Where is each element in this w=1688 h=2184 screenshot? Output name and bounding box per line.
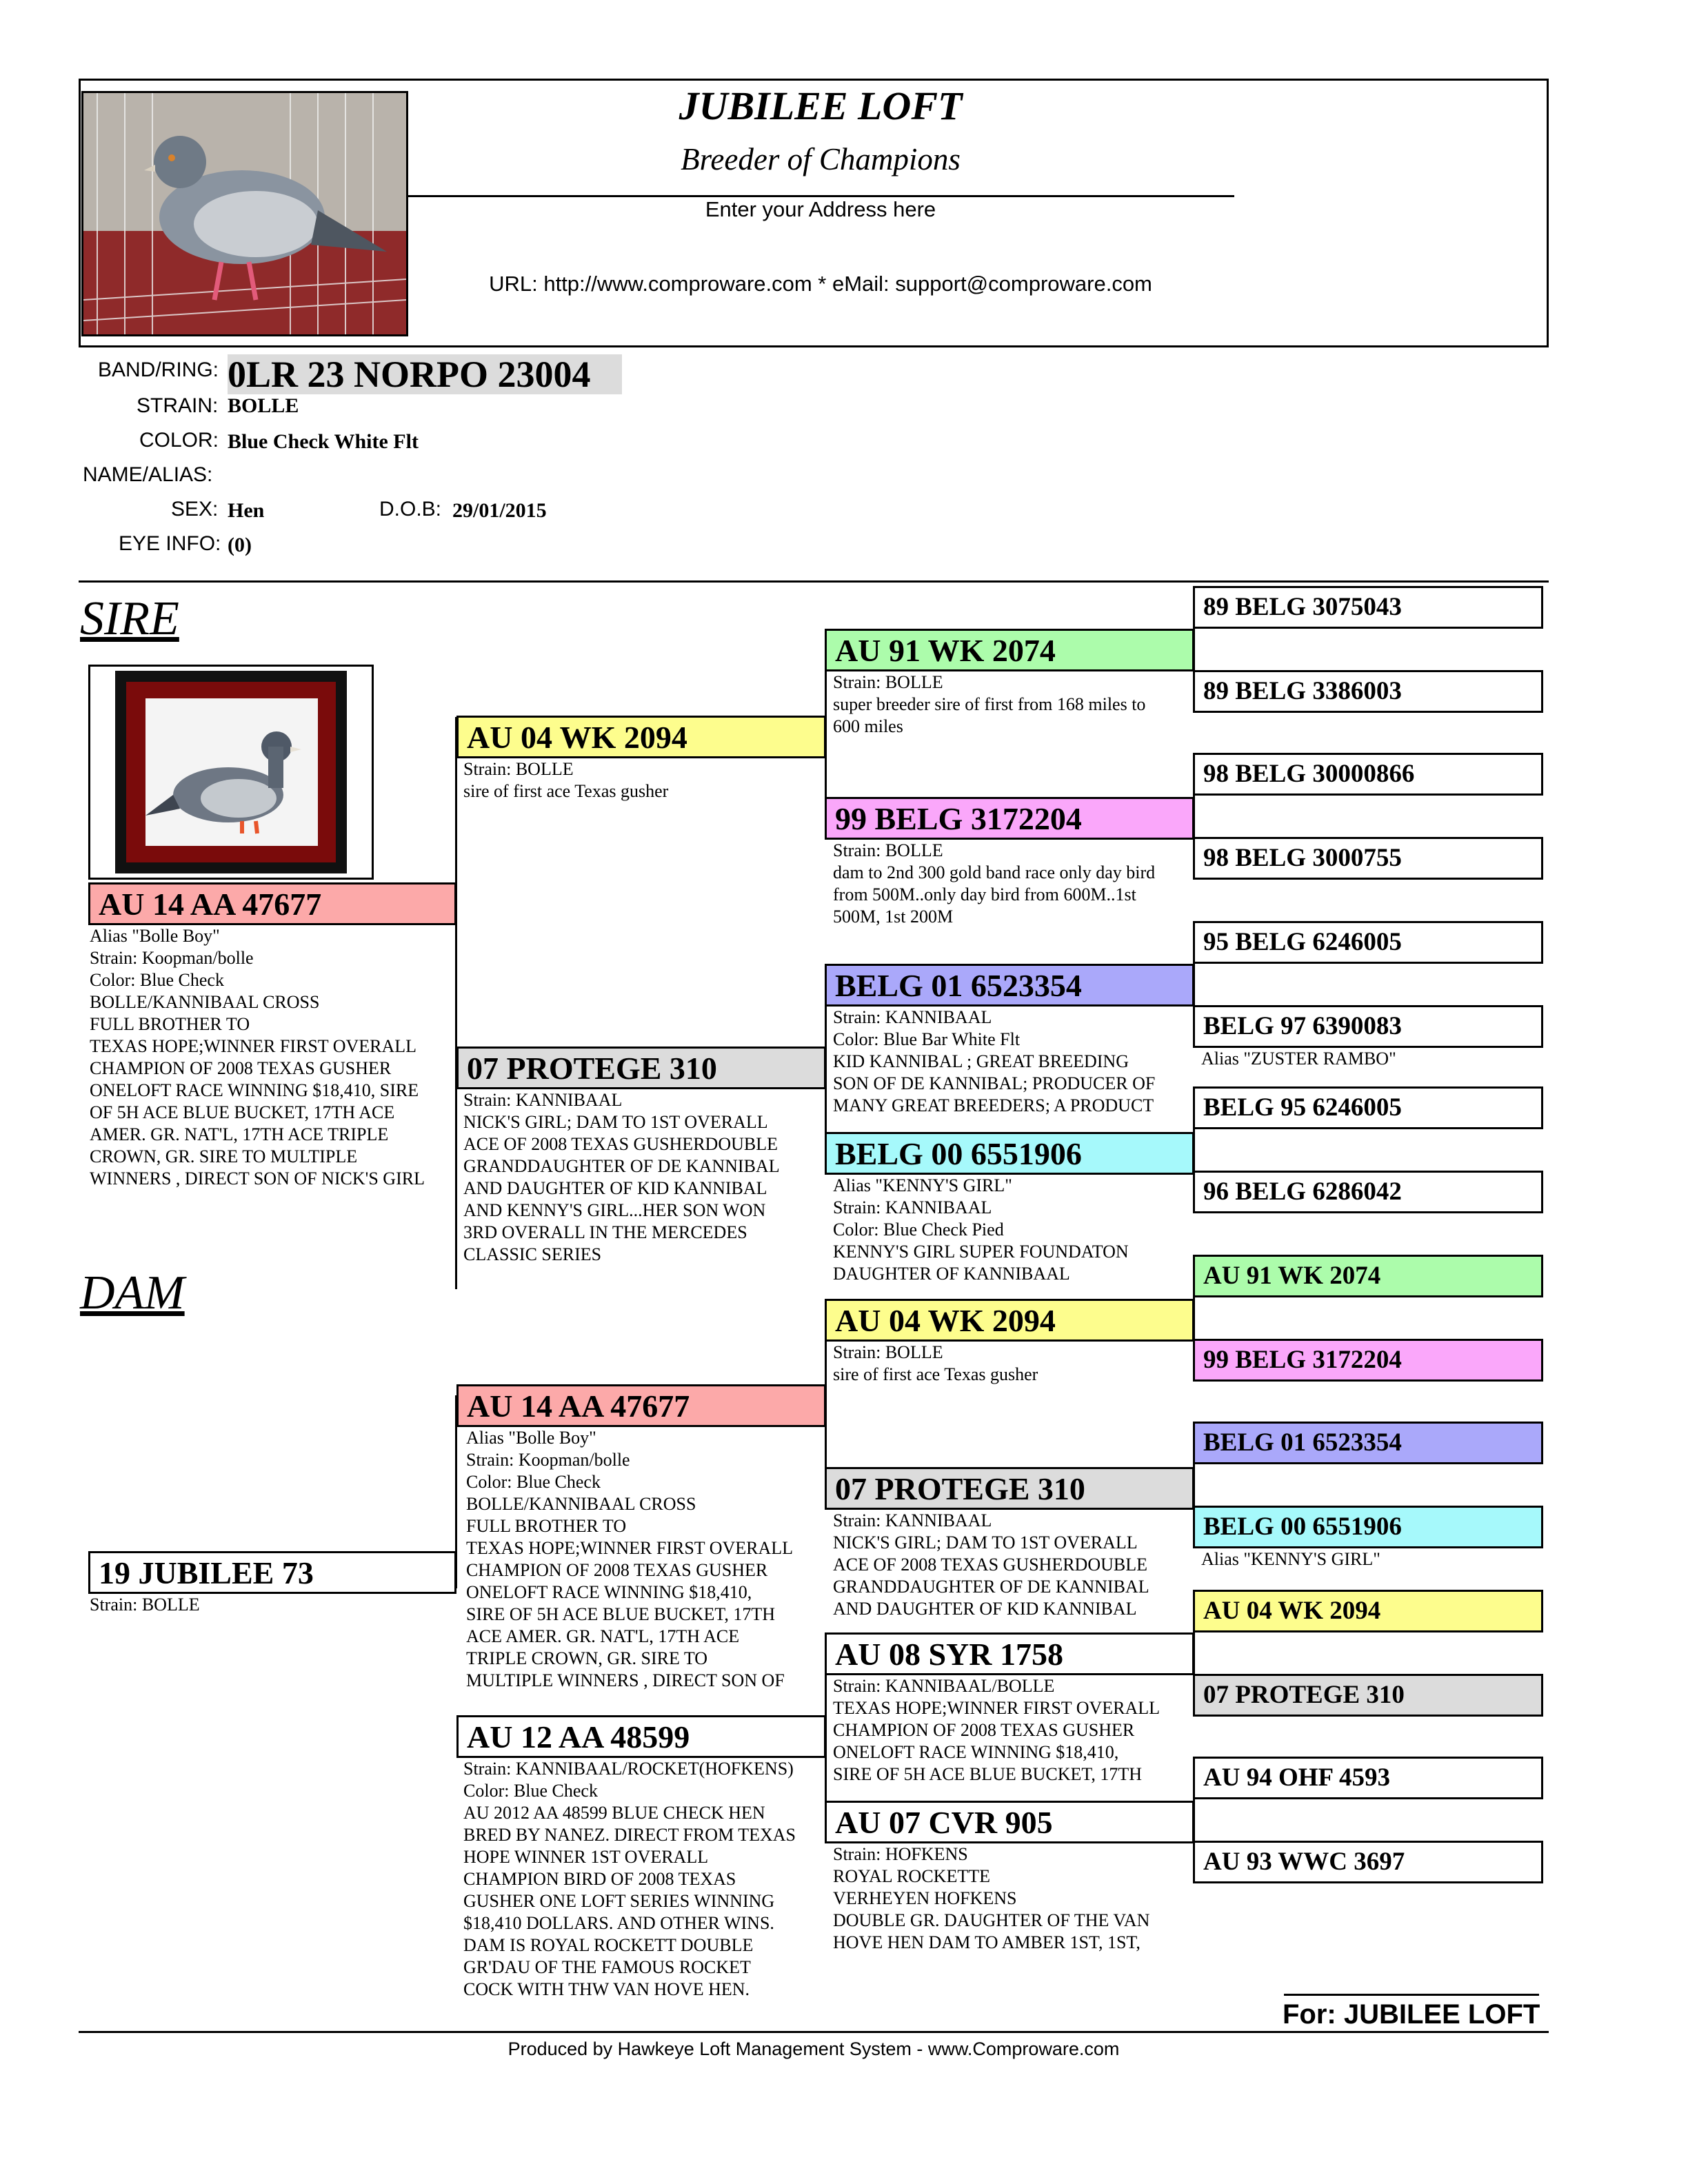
sire-section-title: SIRE xyxy=(80,592,179,645)
pedigree-box-gen4-1[interactable]: 89 BELG 3075043 xyxy=(1193,586,1543,629)
detail-line: COCK WITH THW VAN HOVE HEN. xyxy=(463,1979,750,1999)
detail-line: ROYAL ROCKETTE xyxy=(833,1866,990,1886)
detail-line: Alias "Bolle Boy" xyxy=(466,1428,596,1448)
detail-line: Strain: BOLLE xyxy=(833,672,943,692)
detail-line: KID KANNIBAL ; GREAT BREEDING xyxy=(833,1051,1129,1071)
produced-by: Produced by Hawkeye Loft Management System - www.Comproware.com xyxy=(508,2039,1120,2059)
sire-details xyxy=(90,925,425,1190)
strain-label: STRAIN: xyxy=(137,394,219,417)
detail-line: CROWN, GR. SIRE TO MULTIPLE xyxy=(90,1146,358,1166)
gen3-3-details xyxy=(833,1007,1155,1117)
dam-details xyxy=(90,1594,200,1616)
detail-line: Strain: BOLLE xyxy=(833,1342,943,1362)
sex-label: SEX: xyxy=(171,498,219,520)
detail-line: GRANDDAUGHTER OF DE KANNIBAL xyxy=(833,1577,1149,1597)
pedigree-box-dd[interactable]: AU 12 AA 48599 xyxy=(456,1715,826,1758)
detail-line: DOUBLE GR. DAUGHTER OF THE VAN xyxy=(833,1910,1150,1930)
detail-line: Strain: Koopman/bolle xyxy=(90,948,254,968)
detail-line: Color: Blue Check xyxy=(90,970,224,990)
pedigree-box-gen4-9[interactable]: AU 91 WK 2074 xyxy=(1193,1255,1543,1297)
pedigree-box-ds[interactable]: AU 14 AA 47677 xyxy=(456,1384,826,1427)
detail-line: Strain: KANNIBAAL/ROCKET(HOFKENS) xyxy=(463,1759,794,1779)
detail-line: Strain: KANNIBAAL xyxy=(833,1510,992,1530)
connector-line xyxy=(455,717,457,1289)
detail-line: MULTIPLE WINNERS , DIRECT SON OF xyxy=(466,1670,785,1690)
pedigree-box-gen3-1[interactable]: AU 91 WK 2074 xyxy=(825,629,1194,671)
detail-line: Strain: KANNIBAAL xyxy=(833,1197,992,1217)
detail-line: NICK'S GIRL; DAM TO 1ST OVERALL xyxy=(833,1533,1138,1553)
detail-line: 500M, 1st 200M xyxy=(833,907,954,927)
footer-for-loft: For: JUBILEE LOFT xyxy=(1283,1999,1540,2030)
detail-line: BOLLE/KANNIBAAL CROSS xyxy=(466,1494,696,1514)
eye-info-value: (0) xyxy=(228,534,252,556)
detail-line: SIRE OF 5H ACE BLUE BUCKET, 17TH xyxy=(833,1764,1143,1784)
strain-value: BOLLE xyxy=(228,394,299,417)
info-divider xyxy=(79,580,1549,583)
detail-line: Color: Blue Bar White Flt xyxy=(833,1029,1021,1049)
color-value: Blue Check White Flt xyxy=(228,430,419,453)
detail-line: SIRE OF 5H ACE BLUE BUCKET, 17TH xyxy=(466,1604,776,1624)
detail-line: Color: Blue Check xyxy=(466,1472,601,1492)
detail-line: Color: Blue Check xyxy=(463,1781,598,1801)
detail-line: super breeder sire of first from 168 miles to xyxy=(833,694,1146,714)
detail-line: FULL BROTHER TO xyxy=(90,1014,250,1034)
pedigree-box-gen4-16[interactable]: AU 93 WWC 3697 xyxy=(1193,1841,1543,1883)
pedigree-box-gen3-8[interactable]: AU 07 CVR 905 xyxy=(825,1801,1194,1843)
detail-line: Strain: BOLLE xyxy=(463,759,574,779)
detail-line: AND DAUGHTER OF KID KANNIBAL xyxy=(463,1178,767,1198)
gen4-6-alias: Alias "ZUSTER RAMBO" xyxy=(1201,1049,1396,1069)
loft-tagline: Breeder of Champions xyxy=(681,142,961,176)
detail-line: CHAMPION OF 2008 TEXAS GUSHER xyxy=(833,1720,1135,1740)
detail-line: Strain: BOLLE xyxy=(90,1595,200,1615)
detail-line: ACE OF 2008 TEXAS GUSHERDOUBLE xyxy=(833,1555,1147,1575)
detail-line: HOPE WINNER 1ST OVERALL xyxy=(463,1847,709,1867)
detail-line: FULL BROTHER TO xyxy=(466,1516,627,1536)
detail-line: from 500M..only day bird from 600M..1st xyxy=(833,884,1136,904)
gen3-7-details xyxy=(833,1675,1160,1786)
detail-line: GUSHER ONE LOFT SERIES WINNING xyxy=(463,1891,775,1911)
detail-line: CHAMPION OF 2008 TEXAS GUSHER xyxy=(466,1560,768,1580)
band-number: 0LR 23 NORPO 23004 xyxy=(228,354,622,394)
detail-line: TRIPLE CROWN, GR. SIRE TO xyxy=(466,1648,708,1668)
gen4-12-alias: Alias "KENNY'S GIRL" xyxy=(1201,1549,1380,1569)
gen3-1-details xyxy=(833,671,1145,738)
pedigree-box-sire[interactable]: AU 14 AA 47677 xyxy=(88,882,456,925)
detail-line: 3RD OVERALL IN THE MERCEDES xyxy=(463,1222,747,1242)
detail-line: Strain: Koopman/bolle xyxy=(466,1450,630,1470)
pedigree-box-gen4-2[interactable]: 89 BELG 3386003 xyxy=(1193,670,1543,713)
detail-line: VERHEYEN HOFKENS xyxy=(833,1888,1017,1908)
loft-address: Enter your Address here xyxy=(705,197,936,221)
gen3-8-details xyxy=(833,1843,1149,1954)
detail-line: WINNERS , DIRECT SON OF NICK'S GIRL xyxy=(90,1169,425,1189)
bird-photo xyxy=(81,91,408,336)
pedigree-box-gen4-6[interactable]: BELG 97 6390083 xyxy=(1193,1005,1543,1048)
pigeon-photo-icon xyxy=(145,698,318,846)
dob-label: D.O.B: xyxy=(379,498,442,520)
pedigree-box-gen4-13[interactable]: AU 04 WK 2094 xyxy=(1193,1590,1543,1632)
eye-info-label: EYE INFO: xyxy=(119,532,221,555)
gen3-2-details xyxy=(833,840,1155,928)
color-label: COLOR: xyxy=(139,429,219,452)
pedigree-box-ss[interactable]: AU 04 WK 2094 xyxy=(456,716,826,758)
dd-details xyxy=(463,1758,796,2001)
detail-line: NICK'S GIRL; DAM TO 1ST OVERALL xyxy=(463,1112,768,1132)
footer-rule xyxy=(1284,1994,1539,1996)
detail-line: Strain: HOFKENS xyxy=(833,1844,968,1864)
pedigree-box-gen4-15[interactable]: AU 94 OHF 4593 xyxy=(1193,1757,1543,1799)
detail-line: sire of first ace Texas gusher xyxy=(833,1364,1038,1384)
gen3-5-details xyxy=(833,1342,1038,1386)
gen3-6-details xyxy=(833,1510,1149,1620)
loft-name: JUBILEE LOFT xyxy=(679,83,963,128)
sire-photo xyxy=(145,698,318,846)
pedigree-box-gen4-7[interactable]: BELG 95 6246005 xyxy=(1193,1086,1543,1129)
pedigree-box-gen3-4[interactable]: BELG 00 6551906 xyxy=(825,1132,1194,1175)
detail-line: SON OF DE KANNIBAL; PRODUCER OF xyxy=(833,1073,1156,1093)
detail-line: BOLLE/KANNIBAAL CROSS xyxy=(90,992,320,1012)
detail-line: AU 2012 AA 48599 BLUE CHECK HEN xyxy=(463,1803,765,1823)
detail-line: MANY GREAT BREEDERS; A PRODUCT xyxy=(833,1095,1154,1115)
pedigree-box-gen4-14[interactable]: 07 PROTEGE 310 xyxy=(1193,1674,1543,1717)
detail-line: OF 5H ACE BLUE BUCKET, 17TH ACE xyxy=(90,1102,395,1122)
detail-line: BRED BY NANEZ. DIRECT FROM TEXAS xyxy=(463,1825,796,1845)
detail-line: CHAMPION BIRD OF 2008 TEXAS xyxy=(463,1869,736,1889)
detail-line: AMER. GR. NAT'L, 17TH ACE TRIPLE xyxy=(90,1124,389,1144)
detail-line: CHAMPION OF 2008 TEXAS GUSHER xyxy=(90,1058,392,1078)
detail-line: ACE AMER. GR. NAT'L, 17TH ACE xyxy=(466,1626,740,1646)
detail-line: Color: Blue Check Pied xyxy=(833,1220,1004,1240)
ss-details xyxy=(463,758,668,802)
pedigree-box-gen4-10[interactable]: 99 BELG 3172204 xyxy=(1193,1339,1543,1382)
sd-details xyxy=(463,1089,780,1266)
detail-line: dam to 2nd 300 gold band race only day bird xyxy=(833,862,1156,882)
detail-line: ONELOFT RACE WINNING $18,410, xyxy=(833,1742,1119,1762)
detail-line: KENNY'S GIRL SUPER FOUNDATON xyxy=(833,1242,1129,1262)
pedigree-box-gen4-8[interactable]: 96 BELG 6286042 xyxy=(1193,1171,1543,1213)
detail-line: GR'DAU OF THE FAMOUS ROCKET xyxy=(463,1957,751,1977)
sex-value: Hen xyxy=(228,499,265,522)
pedigree-box-gen3-7[interactable]: AU 08 SYR 1758 xyxy=(825,1632,1194,1675)
detail-line: ONELOFT RACE WINNING $18,410, xyxy=(466,1582,752,1602)
pedigree-box-gen4-4[interactable]: 98 BELG 3000755 xyxy=(1193,837,1543,880)
detail-line: sire of first ace Texas gusher xyxy=(463,781,669,801)
pedigree-box-gen4-3[interactable]: 98 BELG 30000866 xyxy=(1193,753,1543,796)
detail-line: $18,410 DOLLARS. AND OTHER WINS. xyxy=(463,1913,774,1933)
ds-details xyxy=(466,1427,793,1692)
detail-line: DAUGHTER OF KANNIBAAL xyxy=(833,1264,1070,1284)
detail-line: TEXAS HOPE;WINNER FIRST OVERALL xyxy=(833,1698,1160,1718)
pedigree-box-gen4-11[interactable]: BELG 01 6523354 xyxy=(1193,1422,1543,1464)
detail-line: Alias "Bolle Boy" xyxy=(90,926,220,946)
pedigree-box-sd[interactable]: 07 PROTEGE 310 xyxy=(456,1046,826,1089)
pigeon-photo-icon xyxy=(83,93,406,334)
pedigree-box-gen4-12[interactable]: BELG 00 6551906 xyxy=(1193,1506,1543,1548)
detail-line: DAM IS ROYAL ROCKETT DOUBLE xyxy=(463,1935,754,1955)
pedigree-box-dam[interactable]: 19 JUBILEE 73 xyxy=(88,1551,456,1594)
pedigree-box-gen3-2[interactable]: 99 BELG 3172204 xyxy=(825,797,1194,840)
detail-line: TEXAS HOPE;WINNER FIRST OVERALL xyxy=(466,1538,794,1558)
detail-line: ONELOFT RACE WINNING $18,410, SIRE xyxy=(90,1080,419,1100)
sire-photo-frame xyxy=(88,665,374,880)
band-label: BAND/RING: xyxy=(98,358,219,381)
detail-line: CLASSIC SERIES xyxy=(463,1244,602,1264)
detail-line: Strain: KANNIBAAL/BOLLE xyxy=(833,1676,1055,1696)
detail-line: ACE OF 2008 TEXAS GUSHERDOUBLE xyxy=(463,1134,778,1154)
detail-line: Strain: KANNIBAAL xyxy=(463,1090,623,1110)
detail-line: AND KENNY'S GIRL...HER SON WON xyxy=(463,1200,766,1220)
pedigree-box-gen3-6[interactable]: 07 PROTEGE 310 xyxy=(825,1467,1194,1510)
loft-contact: URL: http://www.comproware.com * eMail: support@comproware.com xyxy=(489,272,1152,296)
detail-line: GRANDDAUGHTER OF DE KANNIBAL xyxy=(463,1156,780,1176)
detail-line: Strain: BOLLE xyxy=(833,840,943,860)
gen3-4-details xyxy=(833,1175,1129,1285)
detail-line: 600 miles xyxy=(833,716,903,736)
detail-line: Strain: KANNIBAAL xyxy=(833,1007,992,1027)
detail-line: HOVE HEN DAM TO AMBER 1ST, 1ST, xyxy=(833,1932,1141,1952)
pedigree-box-gen4-5[interactable]: 95 BELG 6246005 xyxy=(1193,921,1543,964)
dob-value: 29/01/2015 xyxy=(452,499,547,522)
detail-line: Alias "KENNY'S GIRL" xyxy=(833,1175,1012,1195)
pedigree-box-gen3-5[interactable]: AU 04 WK 2094 xyxy=(825,1299,1194,1342)
dam-section-title: DAM xyxy=(80,1266,185,1320)
name-alias-label: NAME/ALIAS: xyxy=(83,463,213,486)
pedigree-box-gen3-3[interactable]: BELG 01 6523354 xyxy=(825,964,1194,1007)
detail-line: AND DAUGHTER OF KID KANNIBAL xyxy=(833,1599,1137,1619)
footer-divider xyxy=(79,2031,1549,2033)
detail-line: TEXAS HOPE;WINNER FIRST OVERALL xyxy=(90,1036,417,1056)
